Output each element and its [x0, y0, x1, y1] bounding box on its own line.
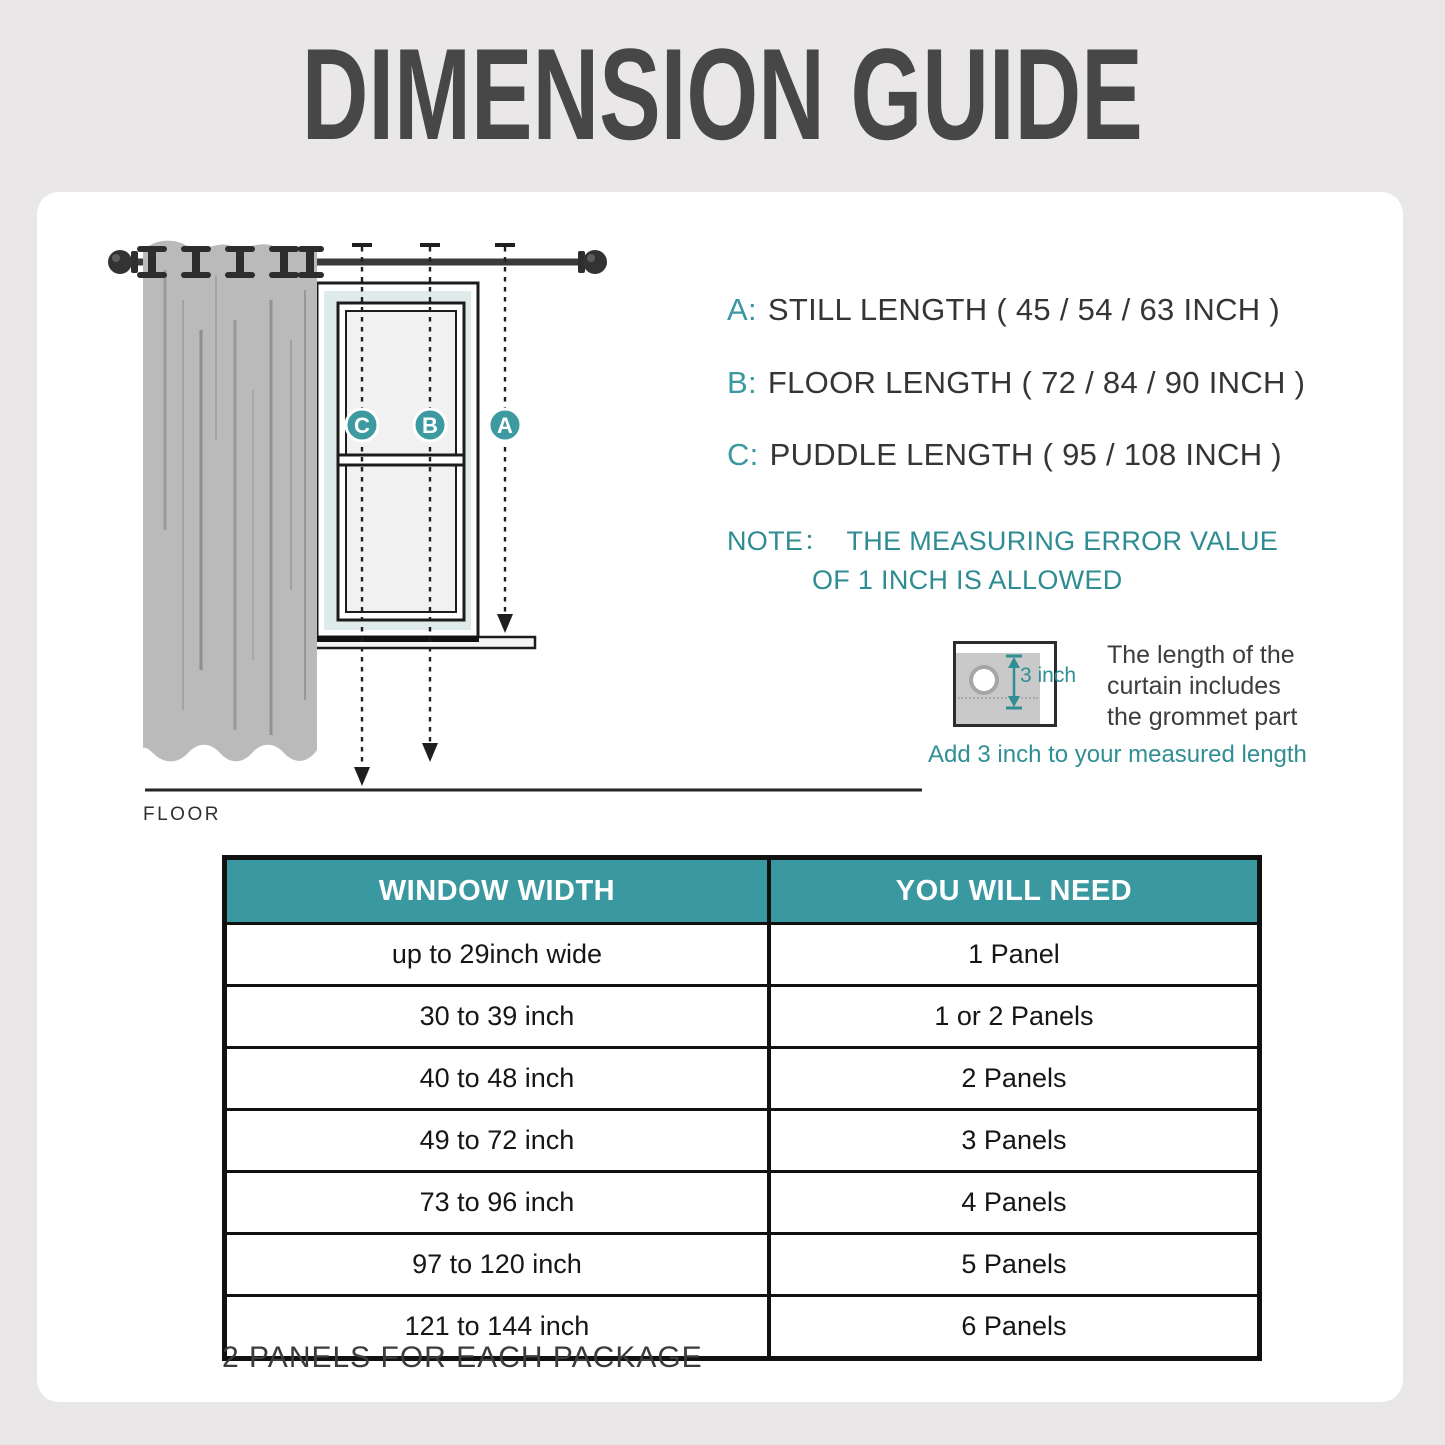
floor-label: FLOOR — [143, 804, 221, 825]
length-line-b — [727, 365, 1305, 401]
window-sill — [308, 637, 535, 648]
marker-letter-a: A — [497, 413, 513, 438]
curtain-illustration — [143, 241, 317, 762]
note-line-2: OF 1 INCH IS ALLOWED — [812, 565, 1123, 595]
cell-need-3: 2 Panels — [769, 1048, 1260, 1110]
grommet-description-line-2: curtain includes — [1107, 672, 1281, 700]
marker-letter-c: C — [354, 413, 370, 438]
note-label: NOTE： — [727, 526, 831, 556]
table-row — [225, 986, 1260, 1048]
cell-width-5: 73 to 96 inch — [225, 1172, 769, 1234]
length-key-b: B: — [727, 365, 757, 400]
table-row — [225, 1172, 1260, 1234]
cell-width-7: 121 to 144 inch — [225, 1296, 769, 1359]
note-text-1: THE MEASURING ERROR VALUE — [846, 526, 1279, 556]
cell-width-2: 30 to 39 inch — [225, 986, 769, 1048]
cell-width-6: 97 to 120 inch — [225, 1234, 769, 1296]
cell-width-3: 40 to 48 inch — [225, 1048, 769, 1110]
table-row — [225, 1234, 1260, 1296]
table-row — [225, 924, 1260, 986]
cell-need-6: 5 Panels — [769, 1234, 1260, 1296]
header-cell-you-will-need: YOU WILL NEED — [769, 858, 1260, 924]
cell-width-1: up to 29inch wide — [225, 924, 769, 986]
rod-finial-right — [583, 250, 607, 274]
rod-finial-left — [108, 250, 132, 274]
package-note: 2 PANELS FOR EACH PACKAGE — [222, 1341, 703, 1374]
cell-need-5: 4 Panels — [769, 1172, 1260, 1234]
length-key-c: C: — [727, 437, 759, 472]
window-illustration — [317, 283, 478, 637]
grommet-hole-icon — [969, 665, 999, 695]
length-text-b: FLOOR LENGTH ( 72 / 84 / 90 INCH ) — [767, 365, 1306, 400]
marker-badges — [346, 409, 521, 441]
note-line-1 — [727, 519, 1278, 558]
length-line-a — [727, 292, 1280, 328]
length-key-a: A: — [727, 292, 757, 327]
page-title: DIMENSION GUIDE — [301, 21, 1144, 167]
cell-width-4: 49 to 72 inch — [225, 1110, 769, 1172]
grommet-stitch-line — [958, 697, 1038, 699]
table-row — [225, 1048, 1260, 1110]
panel-size-table — [222, 855, 1262, 1361]
grommet-description-line-1: The length of the — [1107, 641, 1295, 669]
header-cell-window-width: WINDOW WIDTH — [225, 858, 769, 924]
grommet-tip: Add 3 inch to your measured length — [928, 741, 1307, 768]
length-text-a: STILL LENGTH ( 45 / 54 / 63 INCH ) — [767, 292, 1280, 327]
length-text-c: PUDDLE LENGTH ( 95 / 108 INCH ) — [769, 437, 1282, 472]
table-row — [225, 1110, 1260, 1172]
grommet-description — [1107, 640, 1297, 733]
table-header-row — [225, 858, 1260, 924]
length-line-c — [727, 437, 1282, 473]
marker-letter-b: B — [422, 413, 438, 438]
cell-need-7: 6 Panels — [769, 1296, 1260, 1359]
cell-need-4: 3 Panels — [769, 1110, 1260, 1172]
grommet-description-line-3: the grommet part — [1107, 703, 1298, 731]
grommet-measure-label: 3 inch — [1020, 664, 1077, 687]
cell-need-1: 1 Panel — [769, 924, 1260, 986]
cell-need-2: 1 or 2 Panels — [769, 986, 1260, 1048]
